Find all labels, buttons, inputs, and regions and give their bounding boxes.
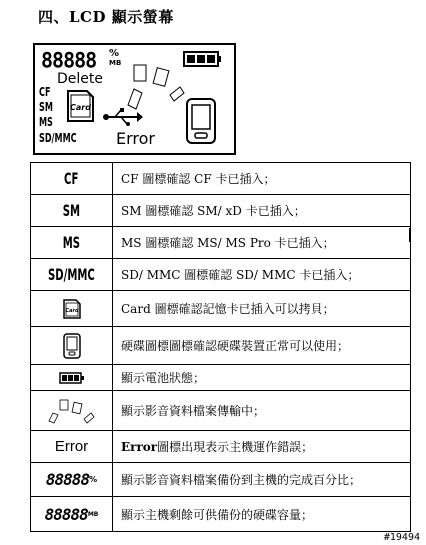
lcd-file-transfer-icon bbox=[120, 55, 190, 115]
card-icon-text: Card bbox=[64, 307, 79, 314]
table-row bbox=[31, 227, 410, 259]
lcd-card-icon bbox=[65, 89, 95, 123]
table-row bbox=[31, 365, 410, 391]
row-description: 顯示影音資料檔案備份到主機的完成百分比； bbox=[121, 473, 362, 487]
row-description: 硬碟圖標圖標確認硬碟裝置正常可以使用； bbox=[121, 339, 350, 353]
ms-icon: MS bbox=[62, 233, 81, 252]
row-description: 顯示電池狀態； bbox=[121, 371, 206, 385]
table-row bbox=[31, 291, 410, 327]
row-description: 圖標出現表示主機運作錯誤； bbox=[157, 440, 314, 454]
section-heading: 四、LCD 顯示螢幕 bbox=[38, 8, 174, 26]
lcd-card-text: Card bbox=[70, 103, 91, 112]
table-row bbox=[31, 431, 410, 463]
row-description: MS 圖標確認 MS/ MS Pro 卡已插入； bbox=[121, 236, 335, 250]
cf-icon: CF bbox=[64, 169, 79, 188]
error-icon: Error bbox=[54, 438, 89, 455]
lcd-cf-label: CF bbox=[39, 85, 51, 99]
lcd-percent: % bbox=[109, 48, 120, 59]
margin-mark bbox=[409, 228, 411, 242]
lcd-error-label: Error bbox=[116, 129, 155, 148]
table-row bbox=[31, 497, 410, 531]
table-row bbox=[31, 195, 410, 227]
row-description: SM 圖標確認 SM/ xD 卡已插入； bbox=[121, 204, 306, 218]
file-transfer-icon bbox=[46, 397, 98, 425]
table-row bbox=[31, 463, 410, 497]
table-row bbox=[31, 391, 410, 431]
sdmmc-icon: SD/MMC bbox=[48, 265, 95, 284]
lcd-delete-label: Delete bbox=[57, 71, 103, 87]
table-row bbox=[31, 163, 410, 195]
hdd-icon bbox=[63, 333, 81, 359]
document-number: #19494 bbox=[383, 532, 420, 543]
row-description: Card 圖標確認記憶卡已插入可以拷貝； bbox=[121, 302, 335, 316]
sm-icon: SM bbox=[62, 201, 81, 220]
row-description: SD/ MMC 圖標確認 SD/ MMC 卡已插入； bbox=[121, 268, 360, 282]
table-row bbox=[31, 327, 410, 365]
row-description: 顯示主機剩餘可供備份的硬碟容量； bbox=[121, 507, 314, 522]
battery-icon bbox=[59, 372, 85, 384]
percent-symbol: % bbox=[89, 475, 98, 484]
error-bold-label: Error bbox=[121, 439, 158, 454]
lcd-sm-label: SM bbox=[39, 100, 53, 114]
percent-digits-icon: 88888 bbox=[45, 470, 90, 489]
lcd-hdd-icon bbox=[185, 97, 217, 145]
row-description: 顯示影音資料檔案傳輸中； bbox=[121, 404, 266, 418]
table-row bbox=[31, 259, 410, 291]
card-icon bbox=[63, 299, 81, 319]
icon-description-table bbox=[30, 162, 411, 532]
lcd-ms-label: MS bbox=[39, 115, 53, 129]
lcd-display-illustration bbox=[33, 43, 236, 155]
lcd-mb: MB bbox=[109, 59, 122, 67]
row-description: CF 圖標確認 CF 卡已插入； bbox=[121, 172, 276, 186]
mb-symbol: MB bbox=[87, 510, 99, 518]
lcd-sdmmc-label: SD/MMC bbox=[39, 131, 77, 145]
lcd-digits: 88888 bbox=[41, 47, 97, 73]
mb-digits-icon: 88888 bbox=[44, 504, 88, 524]
